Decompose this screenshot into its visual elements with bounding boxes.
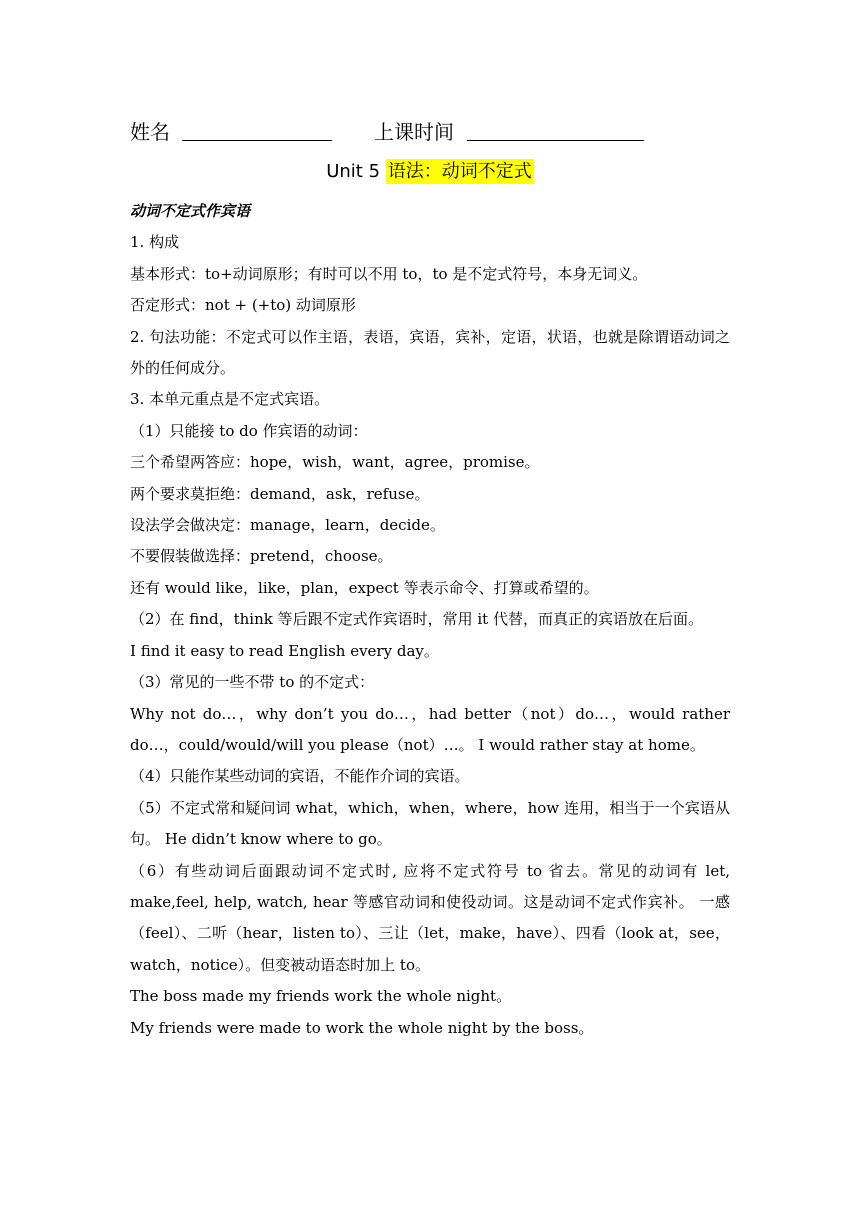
body-line: 基本形式：to+动词原形；有时可以不用 to，to 是不定式符号，本身无词义。 [130,264,648,283]
example-sentence: My friends were made to work the whole night by the boss。 [130,1018,594,1037]
title-unit: Unit 5 [326,161,381,182]
body-paragraph: Why not do…，why don’t you do…，had better（not）do…，would rather do…，could/would/will you please（not）…。 I would rather stay at home。 [130,704,730,754]
title-highlight: 语法：动词不定式 [387,161,532,182]
class-time-label: 上课时间 [374,120,454,144]
body-paragraph: （6）有些动词后面跟动词不定式时, 应将不定式符号 to 省去。常见的动词有 let, make,feel, help, watch, hear 等感官动词和使役动词。这是动词不定式作宾补。 一感（feel）、二听（hear，listen to）、三让（let，make，have）、四看（look at，see，watch，notice）。但变被动语态时加上 to。 [130,861,730,974]
document-body [130,196,730,1044]
body-line: 两个要求莫拒绝：demand，ask，refuse。 [130,484,430,503]
body-line: 三个希望两答应：hope，wish，want，agree，promise。 [130,453,540,472]
student-info-row [130,112,730,146]
name-label: 姓名 [130,120,170,144]
example-sentence: I find it easy to read English every day。 [130,641,439,660]
name-blank-line [182,140,332,141]
body-line: （1）只能接 to do 作宾语的动词： [130,421,368,440]
section-heading: 动词不定式作宾语 [130,202,251,220]
body-line: 还有 would like，like，plan，expect 等表示命令、打算或希望的。 [130,578,599,597]
body-paragraph: （2）在 find，think 等后跟不定式作宾语时，常用 it 代替，而真正的宾语放在后面。 [130,610,703,629]
body-line: 1. 构成 [130,233,180,252]
class-time-blank-line [467,140,644,141]
body-line: （4）只能作某些动词的宾语，不能作介词的宾语。 [130,767,470,786]
body-line: 不要假装做选择：pretend，choose。 [130,547,393,566]
body-paragraph: （5）不定式常和疑问词 what，which，when，where，how 连用，相当于一个宾语从句。 He didn’t know where to go。 [130,798,730,849]
page-title [0,156,860,188]
body-line: 3. 本单元重点是不定式宾语。 [130,390,330,409]
body-paragraph: 2. 句法功能：不定式可以作主语，表语，宾语，宾补，定语，状语，也就是除谓语动词之外的任何成分。 [130,327,730,378]
example-sentence: The boss made my friends work the whole night。 [130,987,512,1006]
body-line: 否定形式：not + (+to) 动词原形 [130,296,356,315]
body-line: （3）常见的一些不带 to 的不定式： [130,673,375,692]
body-line: 设法学会做决定：manage，learn，decide。 [130,516,445,535]
